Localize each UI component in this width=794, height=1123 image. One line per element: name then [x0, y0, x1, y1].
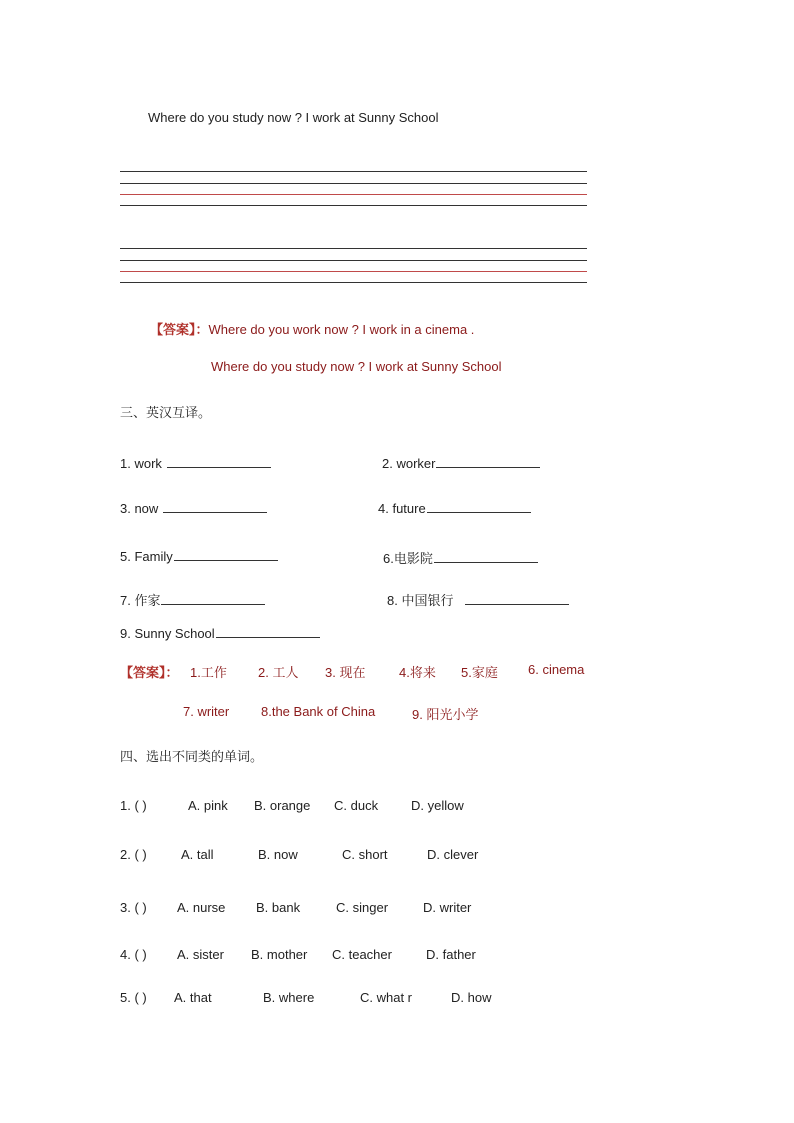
- answer-2-item-7: 7. writer: [183, 704, 230, 719]
- answer-blank[interactable]: [427, 500, 531, 513]
- answer-blank[interactable]: [174, 548, 278, 561]
- question-2-number[interactable]: 2. ( ): [120, 847, 147, 862]
- answer-blank[interactable]: [434, 550, 538, 563]
- answer-tag: 【答案】：: [120, 665, 179, 680]
- translate-item-6: 6.电影院: [383, 548, 538, 567]
- translate-item-7: 7. 作家: [120, 590, 265, 609]
- question-1-option-c: C. duck: [334, 798, 379, 813]
- answer-block-2: [120, 662, 179, 681]
- answer-2-item-1: 1.工作: [190, 665, 227, 680]
- translate-item-1: 1. work: [120, 455, 271, 471]
- answer-blank[interactable]: [436, 455, 540, 468]
- question-5-option-c: C. what r: [360, 990, 413, 1005]
- answer-line-1: Where do you work now ? I work in a cinema .: [208, 322, 475, 337]
- exercise-sentence: Where do you study now ? I work at Sunny School: [148, 110, 439, 125]
- answer-blank[interactable]: [161, 592, 265, 605]
- answer-blank[interactable]: [163, 500, 267, 513]
- answer-2-item-9: 9. 阳光小学: [412, 707, 479, 722]
- question-2-option-c: C. short: [342, 847, 388, 862]
- question-3-option-d: D. writer: [423, 900, 472, 915]
- answer-blank[interactable]: [216, 625, 320, 638]
- answer-blank[interactable]: [167, 455, 271, 468]
- answer-2-item-8: 8.the Bank of China: [261, 704, 376, 719]
- question-5-option-d: D. how: [451, 990, 492, 1005]
- question-3-option-a: A. nurse: [177, 900, 226, 915]
- question-1-number[interactable]: 1. ( ): [120, 798, 147, 813]
- answer-tag: 【答案】：: [150, 322, 209, 337]
- question-1-option-a: A. pink: [188, 798, 228, 813]
- question-2-option-b: B. now: [258, 847, 298, 862]
- question-4-option-d: D. father: [426, 947, 476, 962]
- question-4-option-c: C. teacher: [332, 947, 392, 962]
- answer-blank[interactable]: [465, 592, 569, 605]
- answer-2-item-6: 6. cinema: [528, 662, 585, 677]
- answer-2-item-3: 3. 现在: [325, 665, 366, 680]
- question-2-option-d: D. clever: [427, 847, 479, 862]
- answer-2-item-4: 4.将来: [399, 665, 436, 680]
- answer-2-item-5: 5.家庭: [461, 665, 498, 680]
- section-4-title: 四、选出不同类的单词。: [120, 749, 264, 764]
- section-3-title: 三、英汉互译。: [120, 405, 212, 420]
- question-5-option-a: A. that: [174, 990, 212, 1005]
- translate-item-8: 8. 中国银行: [387, 590, 569, 609]
- question-2-option-a: A. tall: [181, 847, 214, 862]
- answer-block-1: [150, 319, 474, 338]
- question-3-option-c: C. singer: [336, 900, 389, 915]
- question-4-number[interactable]: 4. ( ): [120, 947, 147, 962]
- question-5-option-b: B. where: [263, 990, 315, 1005]
- answer-line-2: Where do you study now ? I work at Sunny School: [211, 359, 502, 374]
- question-3-option-b: B. bank: [256, 900, 301, 915]
- question-1-option-b: B. orange: [254, 798, 311, 813]
- translate-item-2: 2. worker: [382, 455, 540, 471]
- translate-item-4: 4. future: [378, 500, 531, 516]
- question-4-option-a: A. sister: [177, 947, 224, 962]
- translate-item-9: 9. Sunny School: [120, 625, 320, 641]
- question-1-option-d: D. yellow: [411, 798, 464, 813]
- translate-item-3: 3. now: [120, 500, 267, 516]
- answer-2-item-2: 2. 工人: [258, 665, 299, 680]
- translate-item-5: 5. Family: [120, 548, 278, 564]
- question-3-number[interactable]: 3. ( ): [120, 900, 147, 915]
- question-4-option-b: B. mother: [251, 947, 308, 962]
- question-5-number[interactable]: 5. ( ): [120, 990, 147, 1005]
